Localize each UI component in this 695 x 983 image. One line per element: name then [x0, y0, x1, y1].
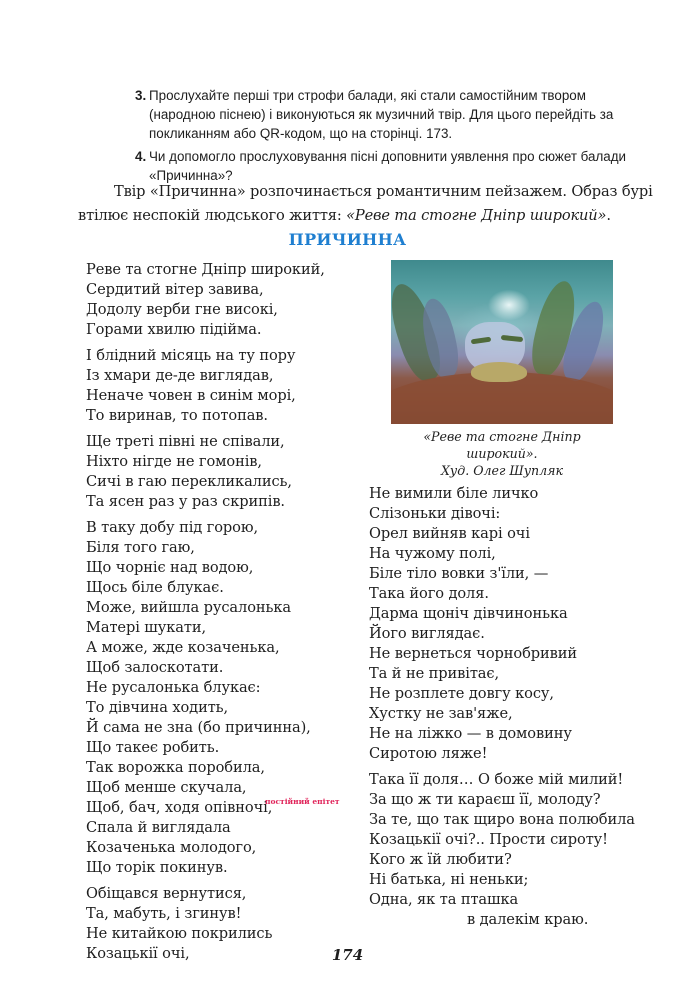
question-number: 4. — [135, 149, 147, 164]
poem-line: Козацькії очі, — [86, 945, 190, 962]
poem-stanza — [86, 260, 366, 340]
poem-line: На чужому полі, — [369, 545, 496, 562]
question-3 — [135, 86, 655, 143]
moustache-shape — [471, 362, 527, 382]
intro-text: Твір «Причинна» розпочинається романтичним пейзажем. Образ бурі втілює неспокій людського життя: — [78, 183, 653, 224]
poem-line: Хустку не зав'яже, — [369, 705, 513, 722]
poem-title: ПРИЧИННА — [288, 230, 407, 249]
poem-line: Із хмари де-де виглядав, — [86, 367, 274, 384]
poem-line: Біля того гаю, — [86, 539, 195, 556]
poem-stanza — [86, 518, 366, 878]
poem-line: Слізоньки дівочі: — [369, 505, 501, 522]
poem-line: Сердитий вітер завива, — [86, 281, 264, 298]
poem-line: Щось біле блукає. — [86, 579, 224, 596]
question-number: 3. — [135, 88, 147, 103]
poem-line: Така її доля… О боже мій милий! — [369, 771, 624, 788]
poem-line: Та, мабуть, і згинув! — [86, 905, 242, 922]
intro-quote: «Реве та стогне Дніпр широкий» — [346, 207, 607, 224]
intro-paragraph — [78, 180, 658, 228]
annotation-note: постійний епітет — [265, 797, 340, 806]
painting-image — [391, 260, 613, 424]
poem-line: Горами хвилю підійма. — [86, 321, 262, 338]
poem-stanza — [369, 484, 669, 764]
poem-line: Кого ж їй любити? — [369, 851, 512, 868]
poem-line: Козацькії очі?.. Прости сироту! — [369, 831, 608, 848]
poem-line: Не русалонька блукає: — [86, 679, 261, 696]
poem-line: За що ж ти караєш її, молоду? — [369, 791, 601, 808]
poem-stanza — [86, 346, 366, 426]
poem-line: Козаченька молодого, — [86, 839, 257, 856]
poem-line: Обіщався вернутися, — [86, 885, 247, 902]
poem-line: Реве та стогне Дніпр широкий, — [86, 261, 325, 278]
poem-line: А може, жде козаченька, — [86, 639, 280, 656]
poem-line: Біле тіло вовки з'їли, — — [369, 565, 549, 582]
poem-line: Не китайкою покрились — [86, 925, 273, 942]
poem-line: Неначе човен в синім морі, — [86, 387, 296, 404]
poem-line: Орел вийняв карі очі — [369, 525, 530, 542]
poem-line: Спала й виглядала — [86, 819, 231, 836]
poem-line: Така його доля. — [369, 585, 489, 602]
poem-line: Так ворожка поробила, — [86, 759, 265, 776]
poem-left-column — [86, 260, 366, 970]
poem-line: В таку добу під горою, — [86, 519, 258, 536]
poem-line: Ще треті півні не співали, — [86, 433, 285, 450]
poem-line: Й сама не зна (бо причинна), — [86, 719, 311, 736]
poem-line: Додолу верби гне високі, — [86, 301, 278, 318]
questions-list — [135, 86, 655, 189]
poem-line: Щоб менше скучала, — [86, 779, 247, 796]
poem-line: Сиротою ляже! — [369, 745, 488, 762]
poem-stanza — [86, 432, 366, 512]
poem-line: Не на ліжко — в домовину — [369, 725, 572, 742]
poem-line: За те, що так щиро вона полюбила — [369, 811, 635, 828]
caption-line: широкий». — [466, 446, 538, 461]
poem-line: Його виглядає. — [369, 625, 485, 642]
caption-line: «Реве та стогне Дніпр — [423, 429, 581, 444]
poem-line: Щоб залоскотати. — [86, 659, 224, 676]
poem-line: Дарма щоніч дівчинонька — [369, 605, 568, 622]
poem-line: Та й не привітає, — [369, 665, 500, 682]
poem-line: То дівчина ходить, — [86, 699, 229, 716]
poem-right-column — [369, 484, 669, 936]
poem-line: То виринав, то потопав. — [86, 407, 268, 424]
poem-line: Одна, як та пташка — [369, 891, 519, 908]
intro-end: . — [606, 207, 611, 224]
caption-line: Худ. Олег Шупляк — [440, 463, 564, 478]
poem-line: Що чорніє над водою, — [86, 559, 254, 576]
poem-line: Не вимили біле личко — [369, 485, 539, 502]
question-text: Прослухайте перші три строфи балади, які стали самостійним твором (народною піснею) і виконуються як музичний твір. Для цього перейдіть за покликанням або QR-кодом, що на сторінці. 173. — [149, 88, 614, 141]
page-number: 174 — [331, 946, 364, 964]
poem-line: Щоб, бач, ходя опівночі, — [86, 799, 273, 816]
question-text: Чи допомогло прослуховування пісні доповнити уявлення про сюжет балади «Причинна»? — [149, 149, 627, 183]
poem-line: Не розплете довгу косу, — [369, 685, 554, 702]
poem-line: Що торік покинув. — [86, 859, 228, 876]
poem-line: Що такеє робить. — [86, 739, 220, 756]
poem-line: Сичі в гаю перекликались, — [86, 473, 292, 490]
figure-caption — [391, 428, 613, 479]
poem-line: Не вернеться чорнобривий — [369, 645, 578, 662]
poem-line: Може, вийшла русалонька — [86, 599, 291, 616]
poem-line: в далекім краю. — [467, 911, 589, 928]
poem-line: Та ясен раз у раз скрипів. — [86, 493, 285, 510]
poem-line: Ніхто нігде не гомонів, — [86, 453, 262, 470]
poem-line: Ні батька, ні неньки; — [369, 871, 529, 888]
poem-line: Матері шукати, — [86, 619, 207, 636]
poem-stanza — [369, 770, 669, 930]
poem-line: І блідний місяць на ту пору — [86, 347, 296, 364]
